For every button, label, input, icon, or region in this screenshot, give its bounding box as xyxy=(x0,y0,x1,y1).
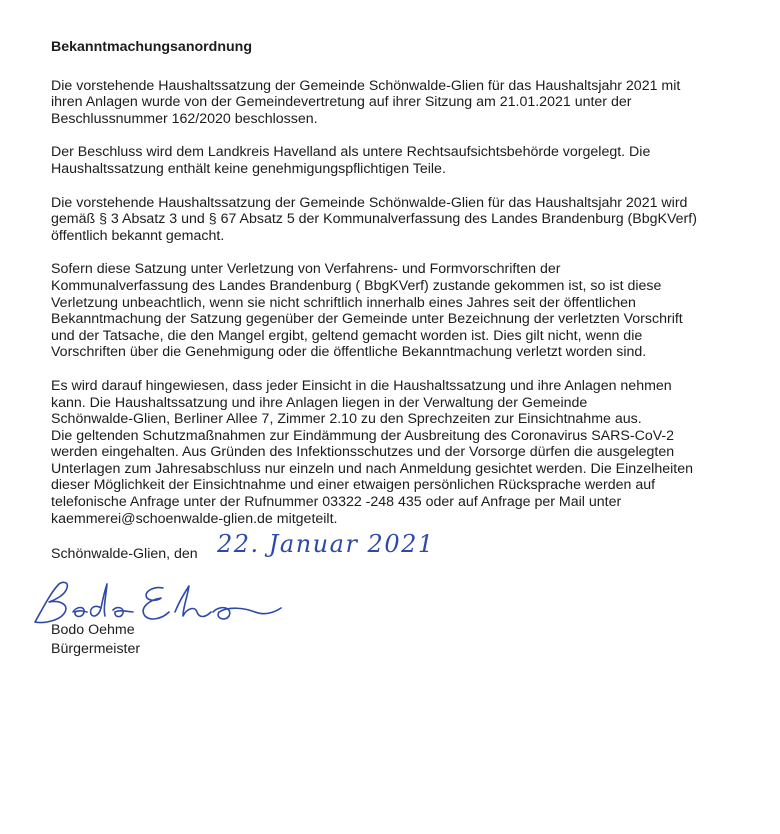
text-line: werden eingehalten. Aus Gründen des Infektionsschutzes und der Vorsorge dürfen die ausgelegten xyxy=(51,444,675,461)
paragraph-adoption xyxy=(51,78,751,128)
text-line: Haushaltssatzung enthält keine genehmigungspflichtigen Teile. xyxy=(51,160,446,177)
signer-block xyxy=(51,621,140,659)
contact-email-line: kaemmerei@schoenwalde-glien.de mitgeteilt. xyxy=(51,510,338,527)
text-line: Verletzung unbeachtlich, wenn sie nicht schriftlich innerhalb eines Jahres seit der öffentlichen xyxy=(51,294,636,311)
document-title: Bekanntmachungsanordnung xyxy=(51,39,253,55)
text-line: Vorschriften über die Genehmigung oder die öffentliche Bekanntmachung verletzt worden sind. xyxy=(51,344,647,361)
paragraph-inspection xyxy=(51,378,751,527)
text-line: Die vorstehende Haushaltssatzung der Gemeinde Schönwalde-Glien für das Haushaltsjahr 2021 mit xyxy=(51,77,681,94)
text-line: und der Tatsache, die den Mangel ergibt, geltend gemacht worden ist. Dies gilt nicht, wenn die xyxy=(51,327,643,344)
text-line: Es wird darauf hingewiesen, dass jeder Einsicht in die Haushaltssatzung und ihre Anlagen nehmen xyxy=(51,377,672,394)
place-date-label: Schönwalde-Glien, den xyxy=(51,546,198,563)
text-line: Sofern diese Satzung unter Verletzung von Verfahrens- und Formvorschriften der xyxy=(51,261,561,278)
text-line: Schönwalde-Glien, Berliner Allee 7, Zimmer 2.10 zu den Sprechzeiten zur Einsichtnahme aus. xyxy=(51,411,642,428)
announcement-document xyxy=(51,39,751,564)
text-line: Beschlussnummer 162/2020 beschlossen. xyxy=(51,110,318,127)
paragraph-publication xyxy=(51,195,751,245)
text-line: Kommunalverfassung des Landes Brandenburg ( BbgKVerf) zustande gekommen ist, so ist diese xyxy=(51,277,662,294)
signer-role: Bürgermeister xyxy=(51,641,141,657)
text-line: gemäß § 3 Absatz 3 und § 67 Absatz 5 der Kommunalverfassung des Landes Brandenburg (BbgKVerf) xyxy=(51,211,697,228)
text-line: telefonische Anfrage unter der Rufnummer 03322 -248 435 oder auf Anfrage per Mail unter xyxy=(51,494,622,511)
text-line: öffentlich bekannt gemacht. xyxy=(51,227,225,244)
handwritten-date: 22. Januar 2021 xyxy=(217,530,435,559)
place-date-row xyxy=(51,530,751,564)
signer-name: Bodo Oehme xyxy=(51,622,135,638)
text-line: Bekanntmachung der Satzung gegenüber der Gemeinde unter Bezeichnung der verletzten Vorschrift xyxy=(51,311,683,328)
text-line: ihren Anlagen wurde von der Gemeindevertretung auf ihrer Sitzung am 21.01.2021 unter der xyxy=(51,94,632,111)
text-line: Die geltenden Schutzmaßnahmen zur Eindämmung der Ausbreitung des Coronavirus SARS-CoV-2 xyxy=(51,427,675,444)
text-line: Unterlagen zum Jahresabschluss nur einzeln und nach Anmeldung gesichtet werden. Die Einzelheiten xyxy=(51,460,693,477)
text-line: kann. Die Haushaltssatzung und ihre Anlagen liegen in der Verwaltung der Gemeinde xyxy=(51,394,588,411)
text-line: dieser Möglichkeit der Einsichtnahme und einer etwaigen persönlichen Rücksprache werden auf xyxy=(51,477,656,494)
text-line: Die vorstehende Haushaltssatzung der Gemeinde Schönwalde-Glien für das Haushaltsjahr 2021 wird xyxy=(51,194,688,211)
paragraph-legal-notice xyxy=(51,261,751,361)
paragraph-submission xyxy=(51,144,751,177)
text-line: Der Beschluss wird dem Landkreis Havelland als untere Rechtsaufsichtsbehörde vorgelegt. Die xyxy=(51,144,651,161)
